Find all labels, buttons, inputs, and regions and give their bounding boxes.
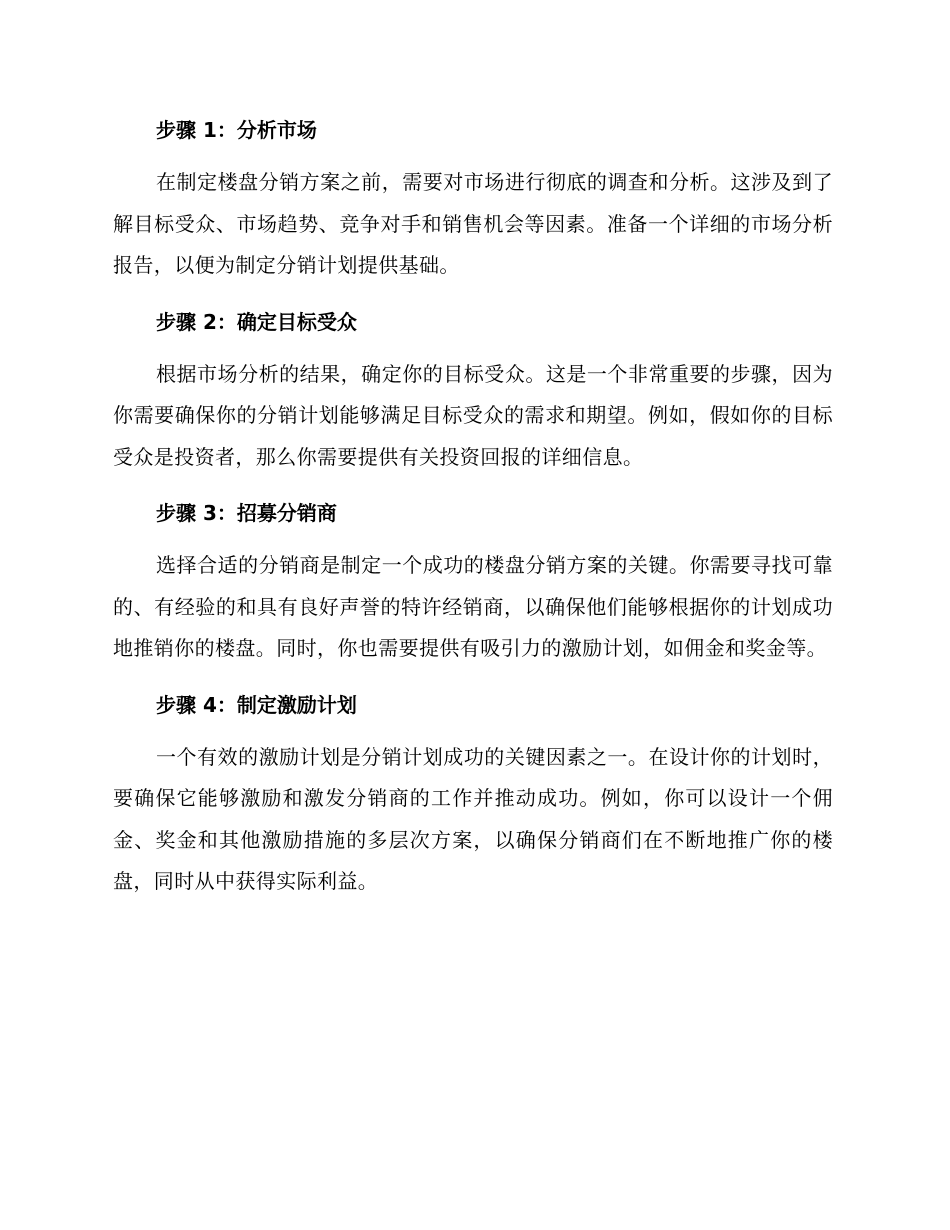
step-3-paragraph: 选择合适的分销商是制定一个成功的楼盘分销方案的关键。你需要寻找可靠的、有经验的和具有良好声誉的特许经销商，以确保他们能够根据你的计划成功地推销你的楼盘。同时，你也需要提供有吸引力的激励计划，如佣金和奖金等。 <box>113 553 833 660</box>
step-3-heading: 步骤 3：招募分销商 <box>156 501 337 525</box>
step-3-section <box>113 493 833 670</box>
step-2-section <box>113 302 833 479</box>
step-4-section <box>113 685 833 903</box>
document-page <box>113 110 833 918</box>
step-2-heading: 步骤 2：确定目标受众 <box>156 309 357 334</box>
step-1-heading: 步骤 1：分析市场 <box>156 118 317 142</box>
step-4-paragraph: 一个有效的激励计划是分销计划成功的关键因素之一。在设计你的计划时，要确保它能够激励和激发分销商的工作并推动成功。例如，你可以设计一个佣金、奖金和其他激励措施的多层次方案，以确保分销商们在不断地推广你的楼盘，同时从中获得实际利益。 <box>113 744 833 893</box>
step-2-paragraph: 根据市场分析的结果，确定你的目标受众。这是一个非常重要的步骤，因为你需要确保你的分销计划能够满足目标受众的需求和期望。例如，假如你的目标受众是投资者，那么你需要提供有关投资回报的详细信息。 <box>113 361 833 469</box>
step-4-heading: 步骤 4：制定激励计划 <box>156 692 357 717</box>
step-1-paragraph: 在制定楼盘分销方案之前，需要对市场进行彻底的调查和分析。这涉及到了解目标受众、市场趋势、竞争对手和销售机会等因素。准备一个详细的市场分析报告，以便为制定分销计划提供基础。 <box>113 170 833 277</box>
step-1-section <box>113 110 833 287</box>
